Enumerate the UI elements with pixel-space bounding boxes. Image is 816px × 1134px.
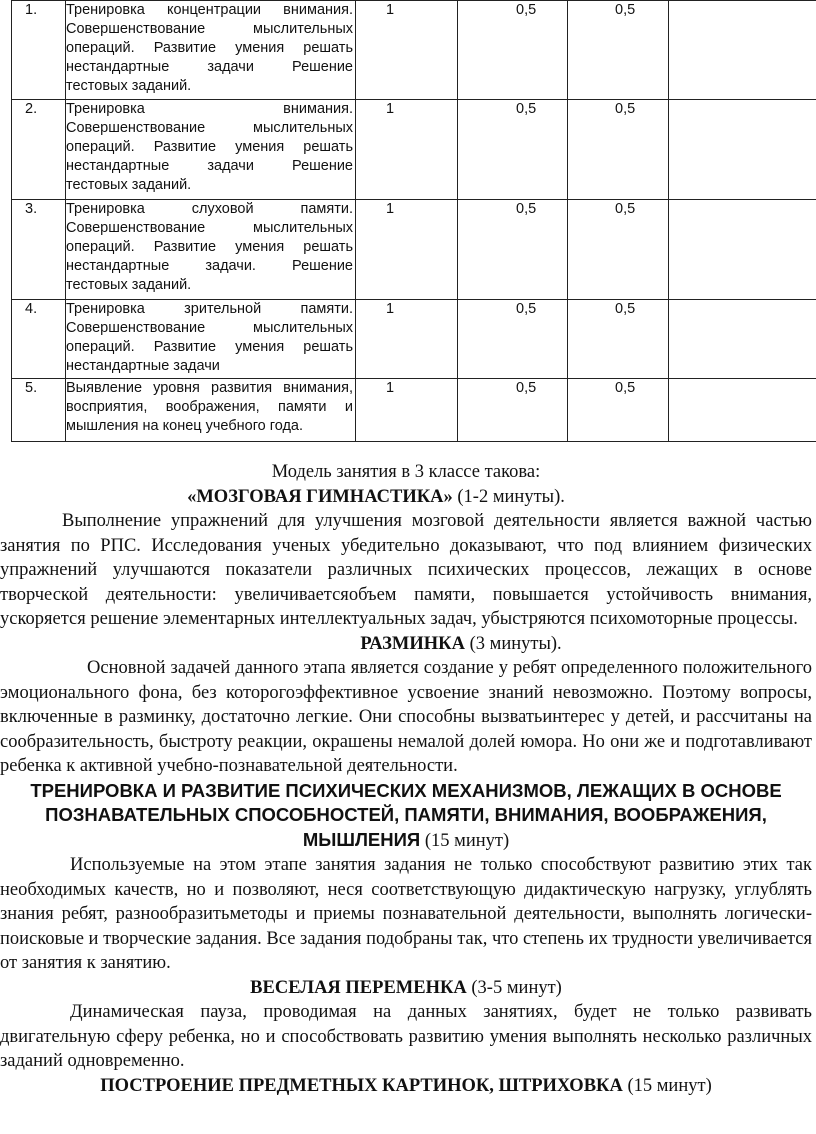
section-title: РАЗМИНКА — [360, 633, 465, 654]
row-topic — [66, 100, 356, 200]
topic-line: Тренировка концентрации внимания. — [66, 2, 353, 18]
hours-practice: 0,5 — [568, 200, 669, 300]
row-number: 4. — [12, 300, 66, 379]
section-time: (3-5 минут) — [466, 977, 562, 998]
lesson-plan-table — [11, 0, 816, 442]
paragraph-break: Динамическая пауза, проводимая на данных занятиях, будет не только развивать двигательную сферу ребенка, но и способствовать развитию умения выполнять несколько различных заданий одновременно. — [0, 1002, 812, 1071]
topic-line: тестовых заданий. — [66, 277, 192, 293]
topic-line: Выявление уровня развития внимания, — [66, 380, 353, 396]
section-heading-training — [0, 779, 812, 854]
topic-line: Совершенствование мыслительных — [66, 320, 353, 336]
section-time: (3 минуты). — [464, 633, 562, 654]
topic-line: операций. Развитие умения решать — [66, 139, 353, 155]
topic-line: Совершенствование мыслительных — [66, 21, 353, 37]
row-topic — [66, 379, 356, 442]
table-row — [12, 1, 816, 100]
section-heading-pictures — [0, 1074, 812, 1099]
row-number: 1. — [12, 1, 66, 100]
row-topic — [66, 1, 356, 100]
topic-line: Тренировка внимания. — [66, 101, 353, 117]
hours-theory: 0,5 — [458, 200, 568, 300]
hours-practice: 0,5 — [568, 379, 669, 442]
topic-line: Совершенствование мыслительных — [66, 120, 353, 136]
section-title: ВЕСЕЛАЯ ПЕРЕМЕНКА — [250, 977, 467, 998]
section-heading-warmup — [110, 632, 812, 657]
row-notes — [669, 379, 816, 442]
hours-theory: 0,5 — [458, 1, 568, 100]
hours-total: 1 — [356, 1, 458, 100]
hours-total: 1 — [356, 379, 458, 442]
hours-total: 1 — [356, 300, 458, 379]
topic-line: нестандартные задачи Решение — [66, 158, 353, 174]
section-heading-break — [0, 976, 812, 1001]
hours-theory: 0,5 — [458, 300, 568, 379]
topic-line: Тренировка слуховой памяти. — [66, 201, 353, 217]
hours-theory: 0,5 — [458, 100, 568, 200]
section-time: (15 минут) — [420, 830, 510, 851]
section-title: «МОЗГОВАЯ ГИМНАСТИКА» — [187, 486, 453, 507]
paragraph-warmup: Основной задачей данного этапа является создание у ребят определенного положительного эмоционального фона, без которогоэффективное усвоение знаний невозможно. Поэтому вопросы, включенные в разминку, достаточно легкие. Они способны вызватьинтерес у детей, и рассчитаны на сообразительность, быстроту реакции, окрашены немалой долей юмора. Но они же и подготавливают ребенка к активной учебно-познавательной деятельности. — [0, 658, 812, 776]
topic-line: Совершенствование мыслительных — [66, 220, 353, 236]
hours-total: 1 — [356, 200, 458, 300]
topic-line: нестандартные задачи. Решение — [66, 258, 353, 274]
table-row — [12, 200, 816, 300]
row-notes — [669, 100, 816, 200]
row-notes — [669, 200, 816, 300]
paragraph-training: Используемые на этом этапе занятия задания не только способствуют развитию этих так необходимых качеств, но и позволяют, неся соответствующую дидактическую нагрузку, углублять знания ребят, разнообразитьметоды и приемы познавательной деятельности, выполнять логически-поисковые и творческие задания. Все задания подобраны так, что степень их трудности увеличивается от занятия к занятию. — [0, 855, 812, 973]
row-number: 5. — [12, 379, 66, 442]
hours-practice: 0,5 — [568, 100, 669, 200]
paragraph-brain-gym: Выполнение упражнений для улучшения мозговой деятельности является важной частью занятия по РПС. Исследования ученых убедительно доказывают, что под влиянием физических упражнений улучшаются показатели различных психических процессов, лежащих в основе творческой деятельности: увеличиваетсяобъем памяти, повышается устойчивость внимания, ускоряется решение элементарных интеллектуальных задач, убыстряются психомоторные процессы. — [0, 511, 812, 629]
row-number: 2. — [12, 100, 66, 200]
topic-line: Тренировка зрительной памяти. — [66, 301, 353, 317]
topic-line: нестандартные задачи — [66, 358, 220, 374]
topic-line: мышления на конец учебного года. — [66, 418, 304, 434]
topic-line: тестовых заданий. — [66, 78, 192, 94]
hours-practice: 0,5 — [568, 1, 669, 100]
row-notes — [669, 1, 816, 100]
row-notes — [669, 300, 816, 379]
row-number: 3. — [12, 200, 66, 300]
document-text — [0, 460, 812, 1098]
section-title: ТРЕНИРОВКА И РАЗВИТИЕ ПСИХИЧЕСКИХ МЕХАНИЗМОВ, ЛЕЖАЩИХ В ОСНОВЕ ПОЗНАВАТЕЛЬНЫХ СПОСОБНОСТЕЙ, ПАМЯТИ, ВНИМАНИЯ, ВООБРАЖЕНИЯ, МЫШЛЕНИЯ — [30, 779, 782, 850]
hours-practice: 0,5 — [568, 300, 669, 379]
table-row — [12, 100, 816, 200]
topic-line: нестандартные задачи Решение — [66, 59, 353, 75]
table-row — [12, 379, 816, 442]
topic-line: операций. Развитие умения решать — [66, 239, 353, 255]
section-title: ПОСТРОЕНИЕ ПРЕДМЕТНЫХ КАРТИНОК, ШТРИХОВКА — [100, 1075, 623, 1096]
topic-line: тестовых заданий. — [66, 177, 192, 193]
row-topic — [66, 200, 356, 300]
intro-line: Модель занятия в 3 классе такова: — [271, 462, 541, 482]
topic-line: операций. Развитие умения решать — [66, 339, 353, 355]
section-time: (15 минут) — [622, 1075, 712, 1096]
topic-line: восприятия, воображения, памяти и — [66, 399, 353, 415]
row-topic — [66, 300, 356, 379]
hours-theory: 0,5 — [458, 379, 568, 442]
hours-total: 1 — [356, 100, 458, 200]
section-time: (1-2 минуты). — [452, 486, 565, 507]
table-body — [12, 1, 816, 442]
topic-line: операций. Развитие умения решать — [66, 40, 353, 56]
section-heading-brain-gym — [0, 485, 812, 510]
table-row — [12, 300, 816, 379]
